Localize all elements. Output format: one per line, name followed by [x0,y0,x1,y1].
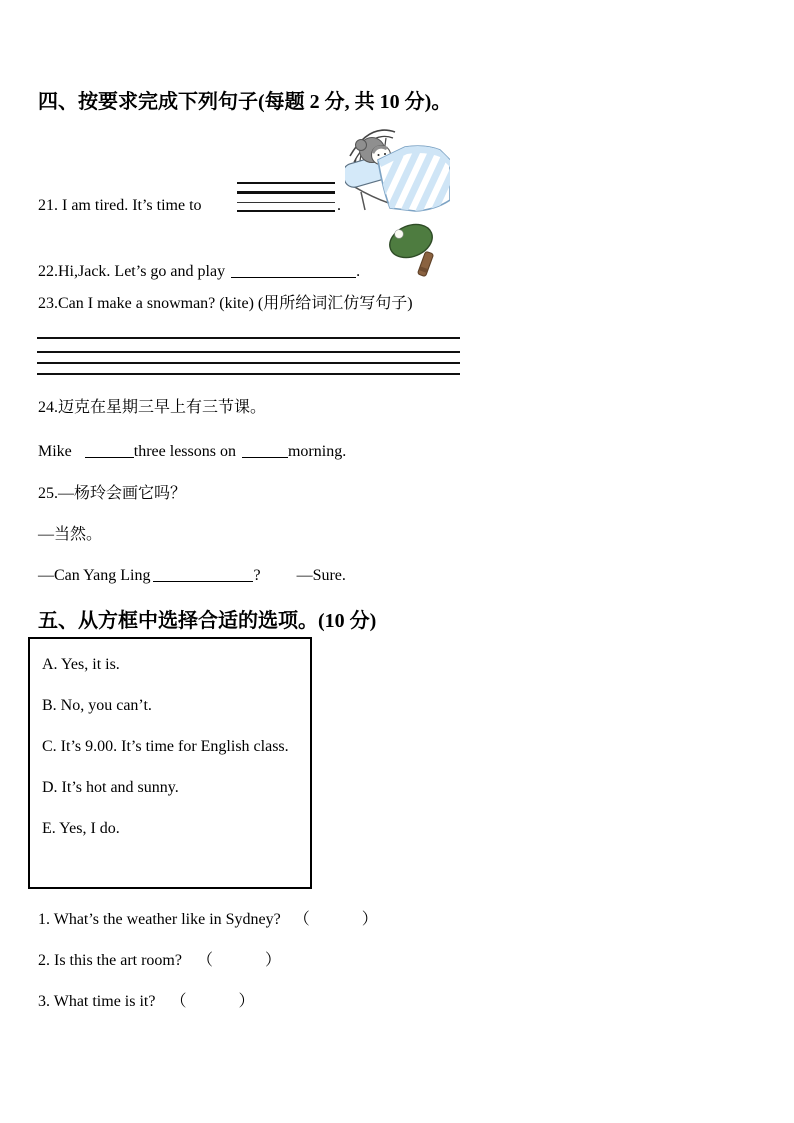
question-21-period: . [337,197,341,214]
writing-line [37,351,460,353]
answer-paren-close: ） [264,952,281,969]
question-22 [38,262,360,281]
answer-paren-open: （ [170,993,187,1010]
question-21-text: 21. I am tired. It’s time to [38,197,202,214]
option-item-a: A. Yes, it is. [42,656,120,673]
question-22-text: 22.Hi,Jack. Let’s go and play [38,263,226,280]
answer-paren-close: ） [361,911,378,928]
match-question-1-text: 1. What’s the weather like in Sydney? [38,911,281,928]
question-25-chinese-answer: —当然。 [38,526,103,543]
option-item-c: C. It’s 9.00. It’s time for English class. [42,738,289,755]
writing-line [37,362,460,364]
match-question-2-text: 2. Is this the art room? [38,952,182,969]
question-24-english [38,442,346,461]
answer-blank [153,566,253,582]
match-question-3-text: 3. What time is it? [38,993,156,1010]
question-23: 23.Can I make a snowman? (kite) (用所给词汇仿写句子) [38,295,413,312]
sleeping-child-illustration [345,120,450,212]
question-25-english-answer: —Sure. [296,567,346,584]
options-box [28,637,312,889]
answer-blank [242,442,288,458]
question-24-part1: Mike [38,443,72,460]
question-21 [38,197,202,215]
answer-blank [231,262,356,278]
match-question-2 [38,952,281,970]
writing-line [237,210,335,212]
writing-line [237,202,335,203]
writing-line [37,337,460,339]
section5-heading: 五、从方框中选择合适的选项。(10 分) [38,610,377,632]
option-item-b: B. No, you can’t. [42,697,152,714]
match-question-3 [38,993,255,1011]
ping-pong-paddle-illustration [386,222,444,278]
answer-paren-close: ） [238,993,255,1010]
question-mark: ? [253,567,261,584]
writing-line [237,182,335,184]
match-question-1 [38,911,378,929]
question-24-chinese: 24.迈克在星期三早上有三节课。 [38,399,267,416]
question-25-english [38,566,346,585]
answer-paren-open: （ [293,911,310,928]
writing-line [37,373,460,375]
answer-paren-open: （ [196,952,213,969]
question-24-part2: three lessons on [133,443,236,460]
answer-blank [85,442,134,458]
question-24-part3: morning. [287,443,347,460]
question-25-chinese-question: 25.—杨玲会画它吗？ [38,485,187,502]
question-22-period: . [356,263,361,280]
option-item-d: D. It’s hot and sunny. [42,779,179,796]
question-25-english-stem: —Can Yang Ling [38,567,151,584]
section4-heading: 四、按要求完成下列句子(每题 2 分, 共 10 分)。 [38,91,452,113]
writing-line [237,191,335,194]
option-item-e: E. Yes, I do. [42,820,120,837]
